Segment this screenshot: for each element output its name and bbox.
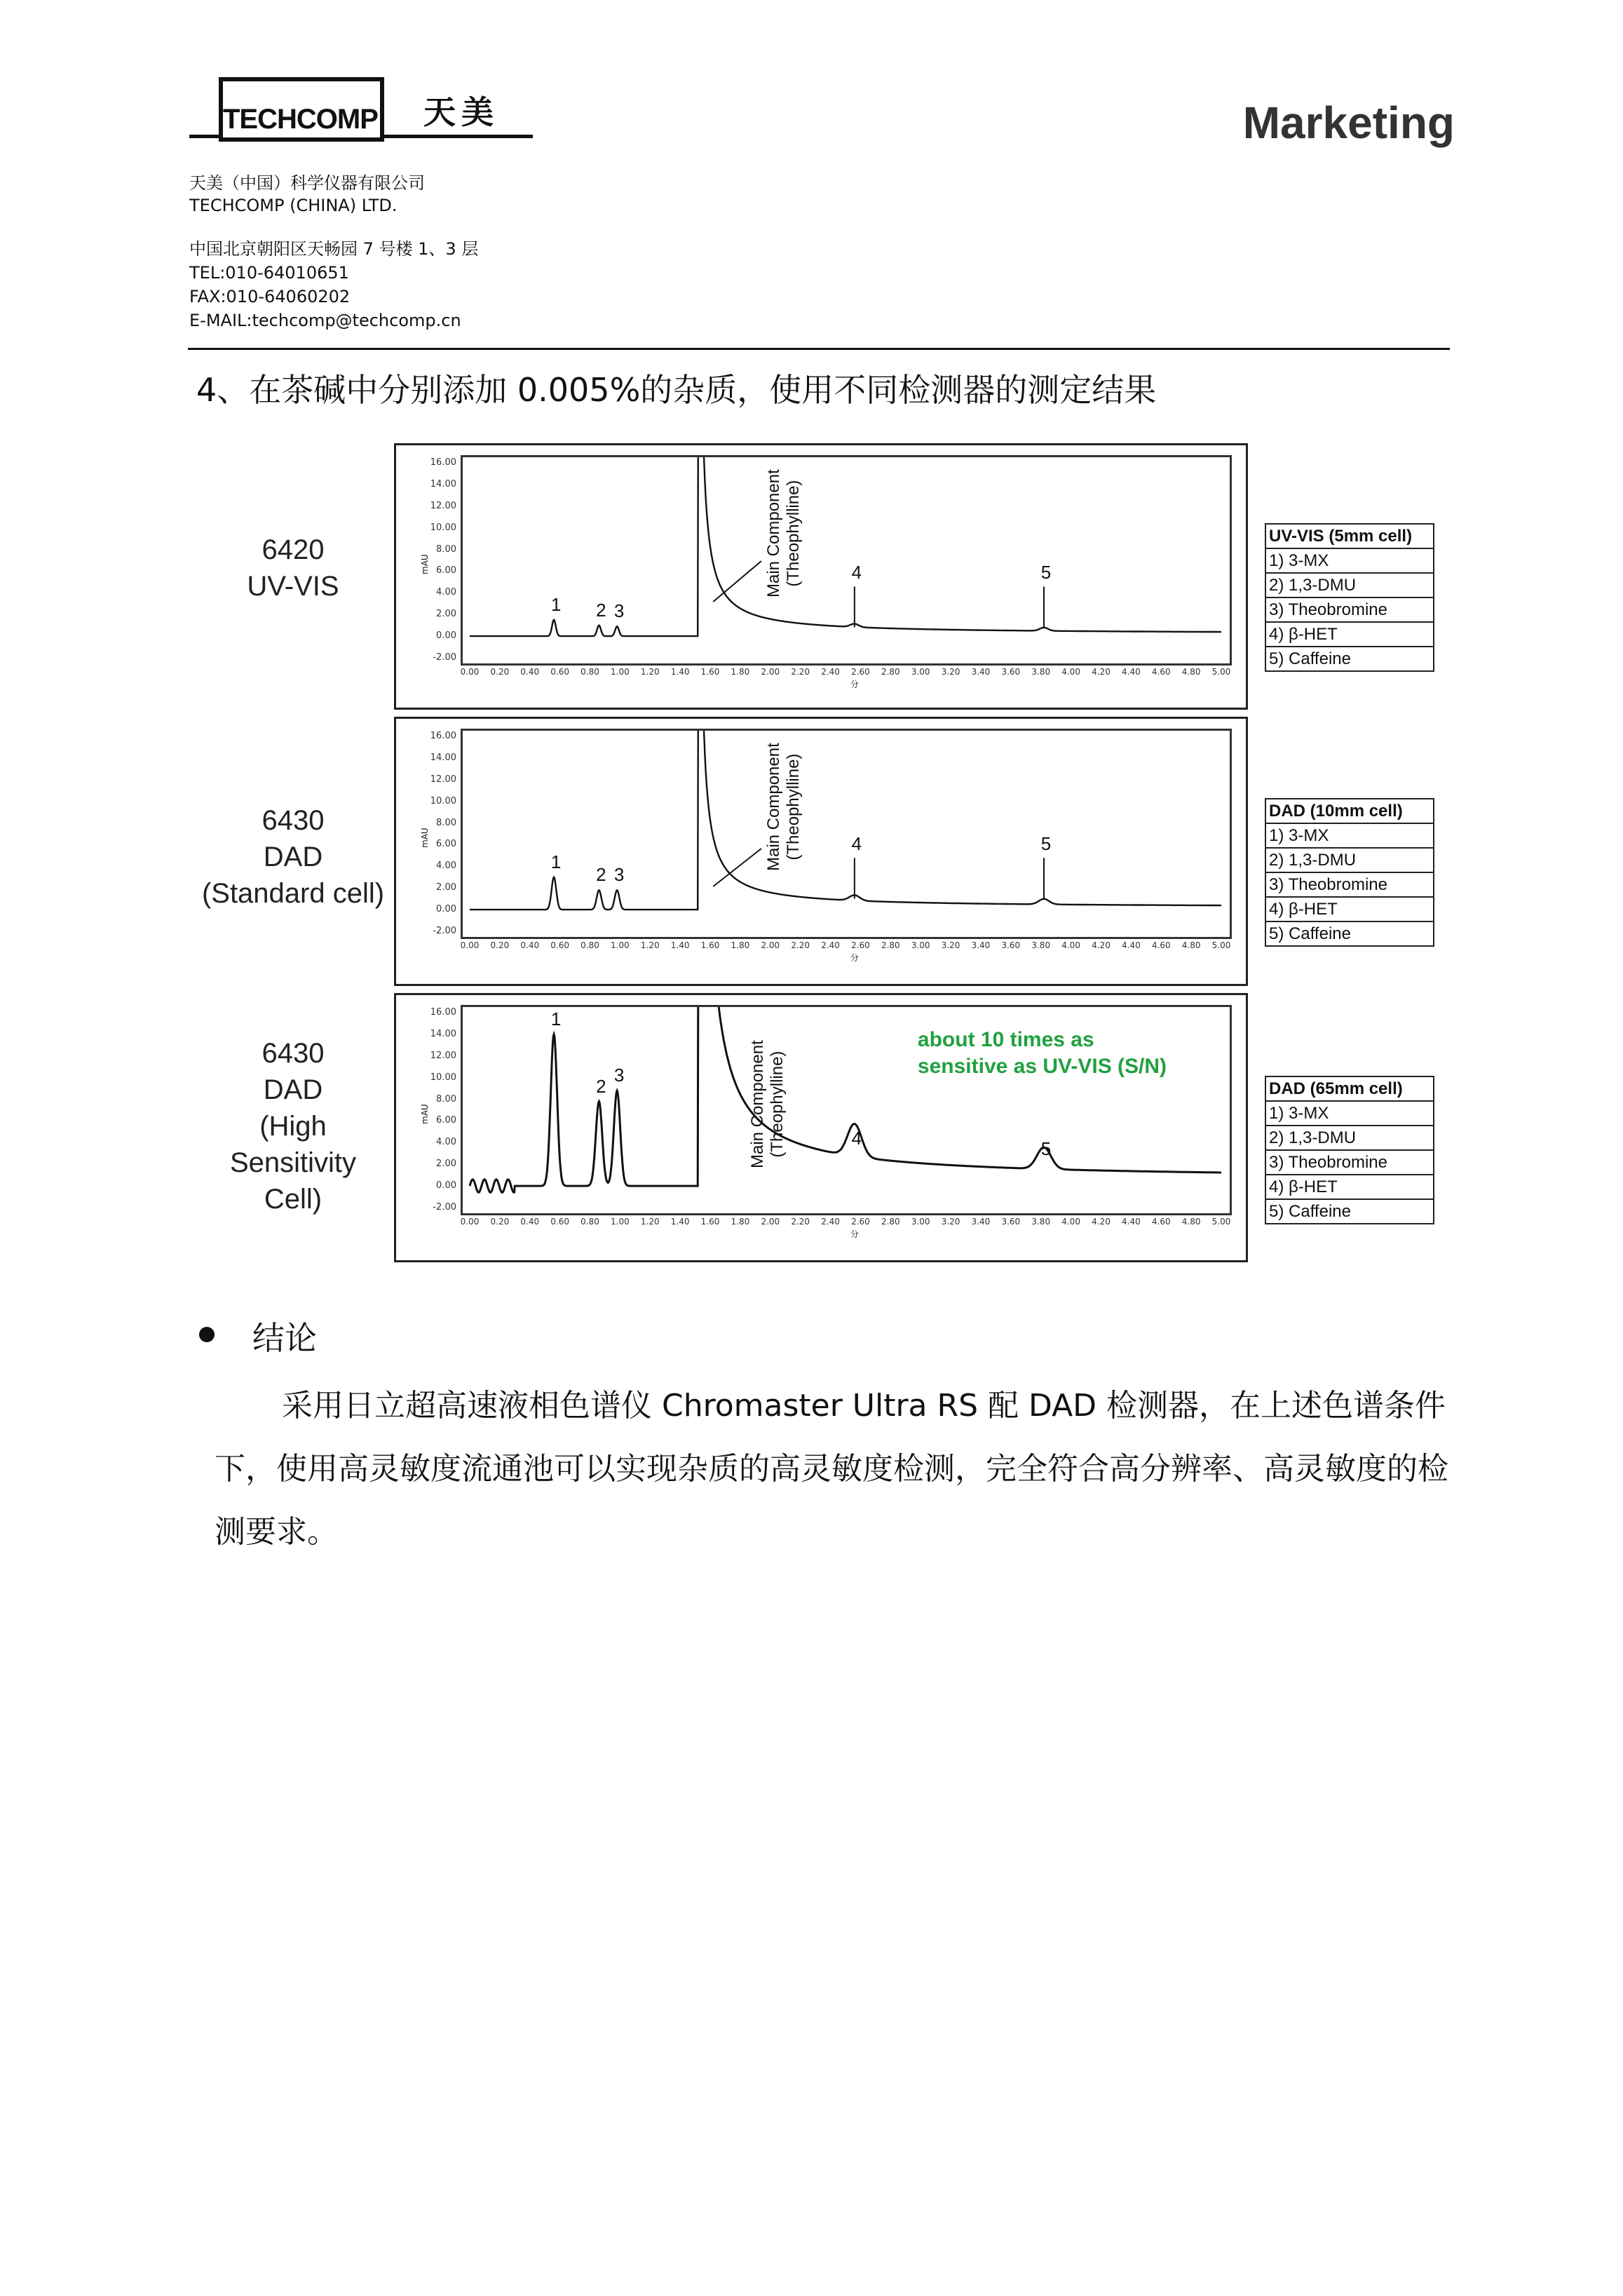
x-tick-label: 1.60 [700,1217,720,1227]
detector-label-line: UV-VIS [247,571,339,602]
x-tick-label: 4.20 [1092,1217,1111,1227]
peak-label: 3 [613,864,625,886]
x-tick-label: 2.20 [791,667,810,677]
x-tick-label: 4.80 [1181,667,1201,677]
y-tick-label: 16.00 [430,1007,456,1018]
x-tick-label: 4.20 [1092,667,1111,677]
y-tick-label: -2.00 [433,926,456,936]
x-tick-label: 3.80 [1031,667,1051,677]
sensitivity-annotation [918,1027,1167,1080]
x-tick-label: 3.40 [971,1217,991,1227]
x-tick-label: 2.60 [851,667,870,677]
x-tick-label: 2.40 [821,940,840,950]
main-component-label [748,1040,787,1168]
x-tick-label: 4.60 [1151,940,1171,950]
peak-label: 2 [596,1075,606,1097]
legend-item: 2) 1,3-DMU [1266,574,1433,598]
peak-label: 5 [1040,833,1052,855]
y-tick-label: 8.00 [436,817,456,828]
x-tick-label: 3.80 [1031,1217,1051,1227]
x-tick-label: 0.00 [460,667,480,677]
chromatogram-panel-dad-high-sensitivity [394,993,1248,1262]
detector-label-line: Sensitivity [229,1147,357,1178]
x-tick-label: 3.60 [1001,667,1021,677]
conclusion-title: 结论 [252,1319,317,1357]
peak-label: 3 [613,600,625,622]
y-tick-label: 14.00 [430,478,456,489]
y-tick-label: 2.00 [436,609,456,620]
y-axis-label: mAU [420,554,430,574]
legend-item: 1) 3-MX [1266,549,1433,574]
y-tick-label: -2.00 [433,1202,456,1213]
legend-item: 5) Caffeine [1269,649,1351,668]
plot-area [461,729,1232,939]
chromatogram-panel-uvvis [394,443,1248,710]
y-axis-label: mAU [420,828,430,848]
x-tick-label: 3.60 [1001,1217,1021,1227]
logo-text: TECHCOMP [223,104,378,135]
annotation-line: sensitive as UV-VIS (S/N) [917,1055,1167,1078]
main-component-label-line: Main Component [764,469,784,597]
x-tick-label: 3.40 [971,940,991,950]
detector-label-line: 6430 [262,1038,325,1069]
y-axis-label: mAU [420,1104,430,1124]
x-tick-label: 0.00 [460,940,480,950]
chromatogram-svg [463,731,1230,937]
legend-header: UV-VIS (5mm cell) [1266,525,1433,549]
x-tick-label: 0.80 [580,940,599,950]
detector-label-dad-standard [188,802,398,912]
x-tick-label: 2.80 [881,1217,900,1227]
legend-item: 1) 3-MX [1266,824,1433,849]
x-tick-label: 0.00 [460,1217,480,1227]
x-tick-label: 0.20 [490,940,510,950]
main-component-label [764,743,803,871]
peak-label: 1 [550,851,562,872]
x-tick-label: 5.00 [1211,667,1231,677]
x-tick-label: 0.80 [580,1217,599,1227]
main-component-label-line: (Theophylline) [767,1051,787,1158]
x-tick-label: 2.00 [761,667,780,677]
x-tick-label: 5.00 [1211,940,1231,950]
x-tick-label: 1.40 [670,1217,690,1227]
y-tick-label: 8.00 [436,543,456,555]
chromatogram-trace [470,731,1221,910]
x-tick-label: 0.60 [550,940,569,950]
x-tick-label: 3.20 [941,667,960,677]
y-tick-label: 10.00 [430,1072,456,1083]
y-tick-label: 0.00 [436,630,456,642]
x-tick-label: 4.60 [1151,667,1171,677]
telephone: TEL:010-64010651 [189,263,349,283]
x-tick-label: 1.40 [670,667,690,677]
x-tick-label: 1.60 [700,940,720,950]
bullet-icon [199,1327,215,1342]
fax: FAX:010-64060202 [189,287,351,306]
legend-header: DAD (65mm cell) [1266,1077,1433,1102]
x-tick-label: 1.40 [670,940,690,950]
legend-item: 3) Theobromine [1266,598,1433,623]
legend-uvvis [1265,523,1434,672]
y-tick-label: 2.00 [436,1159,456,1170]
x-tick-label: 2.60 [851,1217,870,1227]
x-tick-label: 1.00 [611,667,630,677]
x-tick-label: 4.20 [1092,940,1111,950]
main-component-label-line: Main Component [747,1040,767,1168]
x-tick-label: 2.40 [821,1217,840,1227]
section-heading: 4、在茶碱中分别添加 0.005%的杂质，使用不同检测器的测定结果 [196,371,1157,409]
legend-item: 3) Theobromine [1266,1151,1433,1175]
legend-item: 5) Caffeine [1269,1202,1351,1221]
y-tick-label: 10.00 [430,522,456,533]
x-tick-label: 1.20 [640,1217,660,1227]
y-tick-label: 0.00 [436,1180,456,1191]
legend-item: 1) 3-MX [1266,1102,1433,1126]
legend-header: DAD (10mm cell) [1266,799,1433,824]
x-tick-label: 3.60 [1001,940,1021,950]
y-tick-label: 4.00 [436,1137,456,1148]
x-tick-label: 2.80 [881,940,900,950]
x-tick-label: 3.00 [911,667,930,677]
x-tick-label: 3.00 [911,940,930,950]
logo-cn-text: 天美 [423,93,499,131]
y-tick-label: 6.00 [436,839,456,850]
x-tick-label: 1.20 [640,667,660,677]
x-tick-label: 4.40 [1122,1217,1141,1227]
header-divider [188,348,1450,350]
legend-dad-10mm [1265,798,1434,947]
y-tick-label: 12.00 [430,1050,456,1061]
x-tick-label: 2.80 [881,667,900,677]
x-tick-label: 4.00 [1061,667,1080,677]
x-tick-label: 4.00 [1061,1217,1080,1227]
annotation-line: about 10 times as [917,1028,1094,1051]
x-tick-label: 2.60 [851,940,870,950]
x-tick-label: 4.80 [1181,1217,1201,1227]
detector-label-line: DAD [263,842,323,872]
main-component-pointer-line [713,561,761,602]
x-tick-label: 0.20 [490,1217,510,1227]
y-tick-label: 14.00 [430,1028,456,1039]
legend-item: 5) Caffeine [1269,924,1351,943]
legend-item: 3) Theobromine [1266,873,1433,898]
detector-label-line: 6420 [262,534,325,565]
x-tick-label: 2.00 [761,1217,780,1227]
detector-label-line: 6430 [262,805,325,836]
y-tick-label: 4.00 [436,860,456,872]
chromatogram-svg [463,457,1230,663]
x-tick-label: 3.00 [911,1217,930,1227]
peak-label: 2 [596,599,606,621]
y-tick-label: 4.00 [436,587,456,598]
x-tick-label: 3.20 [941,940,960,950]
y-tick-label: -2.00 [433,652,456,663]
legend-item: 4) β-HET [1266,898,1433,922]
x-tick-label: 4.40 [1122,667,1141,677]
y-tick-label: 12.00 [430,500,456,511]
x-tick-label: 1.00 [611,1217,630,1227]
x-tick-label: 1.80 [731,1217,750,1227]
legend-item: 4) β-HET [1266,623,1433,647]
y-tick-label: 16.00 [430,457,456,468]
y-tick-label: 0.00 [436,904,456,915]
x-tick-label: 0.80 [580,667,599,677]
detector-label-uvvis [223,532,363,605]
x-tick-label: 3.80 [1031,940,1051,950]
main-component-label-line: Main Component [764,743,784,871]
y-tick-label: 10.00 [430,795,456,806]
detector-label-dad-high-sensitivity [209,1035,377,1217]
x-tick-label: 1.60 [700,667,720,677]
detector-label-line: Cell) [264,1184,322,1215]
x-tick-label: 0.20 [490,667,510,677]
y-tick-label: 6.00 [436,565,456,576]
x-tick-label: 1.20 [640,940,660,950]
x-tick-label: 1.80 [731,940,750,950]
detector-label-line: (High [259,1111,327,1142]
x-tick-label: 4.00 [1061,940,1080,950]
y-tick-label: 6.00 [436,1115,456,1126]
x-tick-label: 1.00 [611,940,630,950]
x-tick-label: 4.60 [1151,1217,1171,1227]
chromatogram-panel-dad-standard [394,717,1248,986]
y-tick-label: 12.00 [430,774,456,785]
x-tick-label: 2.20 [791,940,810,950]
company-name-cn: 天美（中国）科学仪器有限公司 [189,173,425,193]
x-tick-label: 4.40 [1122,940,1141,950]
address: 中国北京朝阳区天畅园 7 号楼 1、3 层 [189,239,479,259]
peak-label: 1 [550,593,562,615]
peak-label: 4 [851,1127,862,1149]
plot-area [461,1005,1232,1215]
legend-item: 2) 1,3-DMU [1266,849,1433,873]
y-tick-label: 2.00 [436,882,456,893]
email: E-MAIL:techcomp@techcomp.cn [189,311,461,330]
page-header-title: Marketing [1242,97,1455,148]
y-tick-label: 14.00 [430,752,456,763]
detector-label-line: DAD [263,1074,323,1105]
y-tick-label: 8.00 [436,1093,456,1105]
x-tick-label: 3.40 [971,667,991,677]
x-tick-label: 0.60 [550,1217,569,1227]
main-component-label [764,469,803,597]
peak-label: 4 [851,562,862,583]
x-axis-label: 分 [850,680,859,689]
peak-label: 4 [851,833,862,855]
detector-label-line: (Standard cell) [201,878,385,909]
x-tick-label: 0.40 [520,1217,540,1227]
x-tick-label: 3.20 [941,1217,960,1227]
x-tick-label: 2.40 [821,667,840,677]
company-name-en: TECHCOMP (CHINA) LTD. [189,196,398,215]
peak-label: 5 [1040,1138,1052,1160]
legend-item: 2) 1,3-DMU [1266,1126,1433,1151]
x-tick-label: 0.40 [520,667,540,677]
x-tick-label: 1.80 [731,667,750,677]
main-component-label-line: (Theophylline) [784,753,803,860]
y-tick-label: 16.00 [430,731,456,741]
peak-label: 2 [596,864,606,886]
x-tick-label: 2.20 [791,1217,810,1227]
main-component-label-line: (Theophylline) [784,480,803,587]
legend-dad-65mm [1265,1076,1434,1224]
x-axis-label: 分 [850,1229,859,1239]
peak-label: 1 [550,1008,562,1029]
x-tick-label: 0.40 [520,940,540,950]
conclusion-paragraph: 采用日立超高速液相色谱仪 Chromaster Ultra RS 配 DAD 检测器，在上述色谱条件下，使用高灵敏度流通池可以实现杂质的高灵敏度检测，完全符合高分辨率、高灵敏度的检测要求。 [215,1388,1448,1550]
x-tick-label: 2.00 [761,940,780,950]
x-axis-label: 分 [850,953,859,963]
x-tick-label: 0.60 [550,667,569,677]
chromatogram-trace [470,457,1221,636]
x-tick-label: 5.00 [1211,1217,1231,1227]
x-tick-label: 4.80 [1181,940,1201,950]
peak-label: 5 [1040,562,1052,583]
legend-item: 4) β-HET [1266,1175,1433,1200]
plot-area [461,455,1232,666]
peak-label: 3 [613,1065,625,1086]
